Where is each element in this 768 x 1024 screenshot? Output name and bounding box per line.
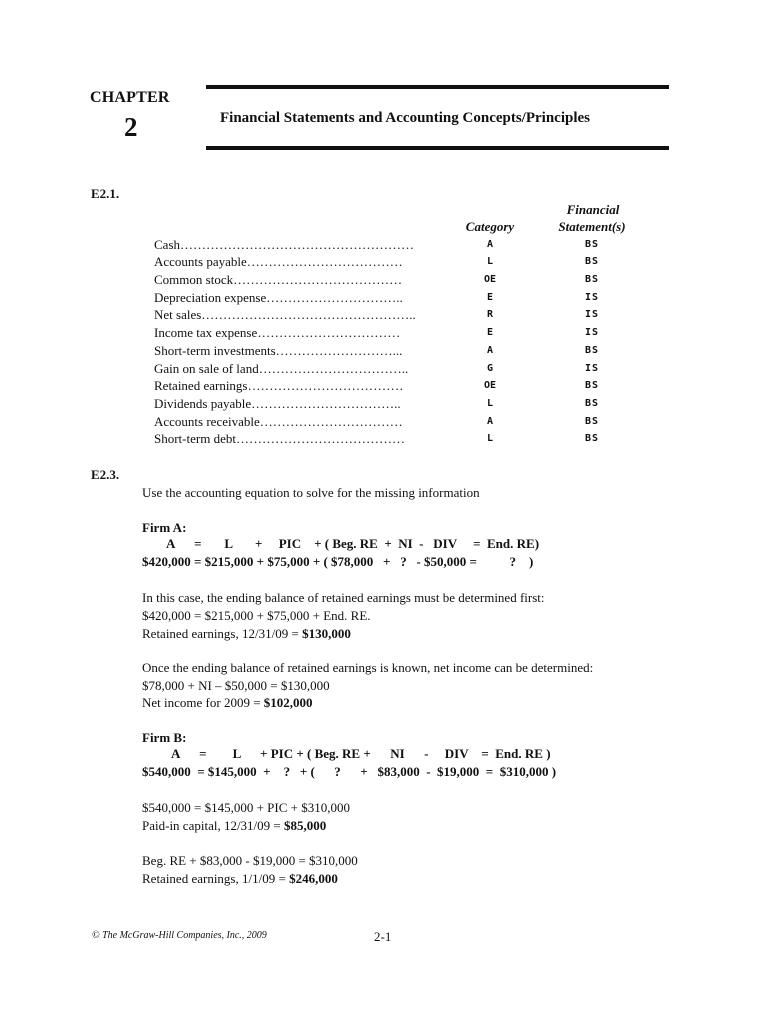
firm-a-text: $78,000 + NI – $50,000 = $130,000 [142, 678, 330, 693]
column-header-statements: Statement(s) [558, 219, 626, 234]
result-value: $246,000 [289, 871, 338, 886]
table-row [0, 343, 768, 361]
table-row [0, 431, 768, 449]
account-statement: BS [584, 398, 600, 409]
chapter-label: CHAPTER [90, 89, 170, 106]
account-statement: BS [584, 239, 600, 250]
firm-b-text: $540,000 = $145,000 + PIC + $310,000 [142, 800, 350, 815]
account-category: L [486, 433, 494, 444]
firm-b-equation-values: $540,000 = $145,000 + ? + ( ? + $83,000 - $19,000 = $310,000 ) [142, 764, 557, 779]
firm-b-text: Beg. RE + $83,000 - $19,000 = $310,000 [142, 853, 358, 868]
firm-a-equation-values: $420,000 = $215,000 + $75,000 + ( $78,000 + ? - $50,000 = ? ) [142, 554, 534, 569]
account-name: Dividends payable…………………………….. [154, 396, 401, 411]
table-row [0, 378, 768, 396]
account-name: Retained earnings……………………………… [154, 378, 404, 393]
table-row [0, 414, 768, 432]
table-row [0, 396, 768, 414]
title-rule-bottom [206, 146, 669, 150]
account-statement: BS [584, 256, 600, 267]
account-category: L [486, 256, 494, 267]
account-name: Cash……………………………………………… [154, 237, 414, 252]
account-statement: BS [584, 380, 600, 391]
result-label: Retained earnings, 12/31/09 = [142, 626, 303, 641]
table-row [0, 290, 768, 308]
account-name: Common stock………………………………… [154, 272, 403, 287]
result-label: Paid-in capital, 12/31/09 = [142, 818, 285, 833]
exercise-e21-heading: E2.1. [91, 186, 120, 201]
firm-a-title: Firm A: [142, 520, 187, 535]
firm-b-result-line [142, 871, 338, 887]
account-statement: IS [584, 363, 600, 374]
account-name: Short-term investments………………………... [154, 343, 403, 358]
chapter-title: Financial Statements and Accounting Concepts/Principles [220, 110, 591, 126]
exercise-e23-heading: E2.3. [91, 467, 120, 482]
table-row [0, 361, 768, 379]
result-label: Retained earnings, 1/1/09 = [142, 871, 290, 886]
account-name: Depreciation expense………………………….. [154, 290, 403, 305]
account-name: Net sales………………………………………….. [154, 307, 416, 322]
table-row [0, 237, 768, 255]
result-label: Net income for 2009 = [142, 695, 264, 710]
table-row [0, 307, 768, 325]
page-number: 2-1 [374, 929, 392, 944]
firm-a-text: Once the ending balance of retained earnings is known, net income can be determined: [142, 660, 594, 675]
account-category: OE [483, 274, 497, 285]
account-category: L [486, 398, 494, 409]
firm-a-text: $420,000 = $215,000 + $75,000 + End. RE. [142, 608, 371, 623]
account-category: A [486, 416, 494, 427]
account-category: E [486, 292, 494, 303]
account-category: G [486, 363, 494, 374]
account-statement: IS [584, 292, 600, 303]
account-category: A [486, 345, 494, 356]
account-category: OE [483, 380, 497, 391]
firm-b-title: Firm B: [142, 730, 187, 745]
table-row [0, 272, 768, 290]
result-value: $102,000 [263, 695, 313, 710]
account-name: Short-term debt………………………………… [154, 431, 405, 446]
column-header-category: Category [465, 219, 515, 234]
account-statement: IS [584, 309, 600, 320]
column-header-financial: Financial [566, 202, 620, 217]
account-statement: IS [584, 327, 600, 338]
table-row [0, 325, 768, 343]
exercise-intro: Use the accounting equation to solve for the missing information [142, 485, 480, 500]
account-name: Income tax expense…………………………… [154, 325, 401, 340]
firm-a-result-line [142, 695, 313, 711]
table-row [0, 254, 768, 272]
account-category: A [486, 239, 494, 250]
account-statement: BS [584, 274, 600, 285]
firm-a-text: In this case, the ending balance of retained earnings must be determined first: [142, 590, 545, 605]
account-name: Accounts receivable…………………………… [154, 414, 403, 429]
firm-a-result-line [142, 626, 351, 642]
account-statement: BS [584, 433, 600, 444]
result-value: $85,000 [284, 818, 327, 833]
account-name: Gain on sale of land…………………………….. [154, 361, 409, 376]
chapter-number: 2 [124, 112, 138, 142]
title-rule-top [206, 85, 669, 89]
firm-b-result-line [142, 818, 326, 834]
account-statement: BS [584, 416, 600, 427]
account-category: E [486, 327, 494, 338]
copyright-footer: © The McGraw-Hill Companies, Inc., 2009 [92, 930, 267, 941]
firm-b-equation-labels: A = L + PIC + ( Beg. RE + NI - DIV = End. RE ) [171, 746, 551, 761]
result-value: $130,000 [302, 626, 351, 641]
account-name: Accounts payable……………………………… [154, 254, 403, 269]
firm-a-equation-labels: A = L + PIC + ( Beg. RE + NI - DIV = End. RE) [166, 536, 540, 551]
account-category: R [486, 309, 494, 320]
account-statement: BS [584, 345, 600, 356]
